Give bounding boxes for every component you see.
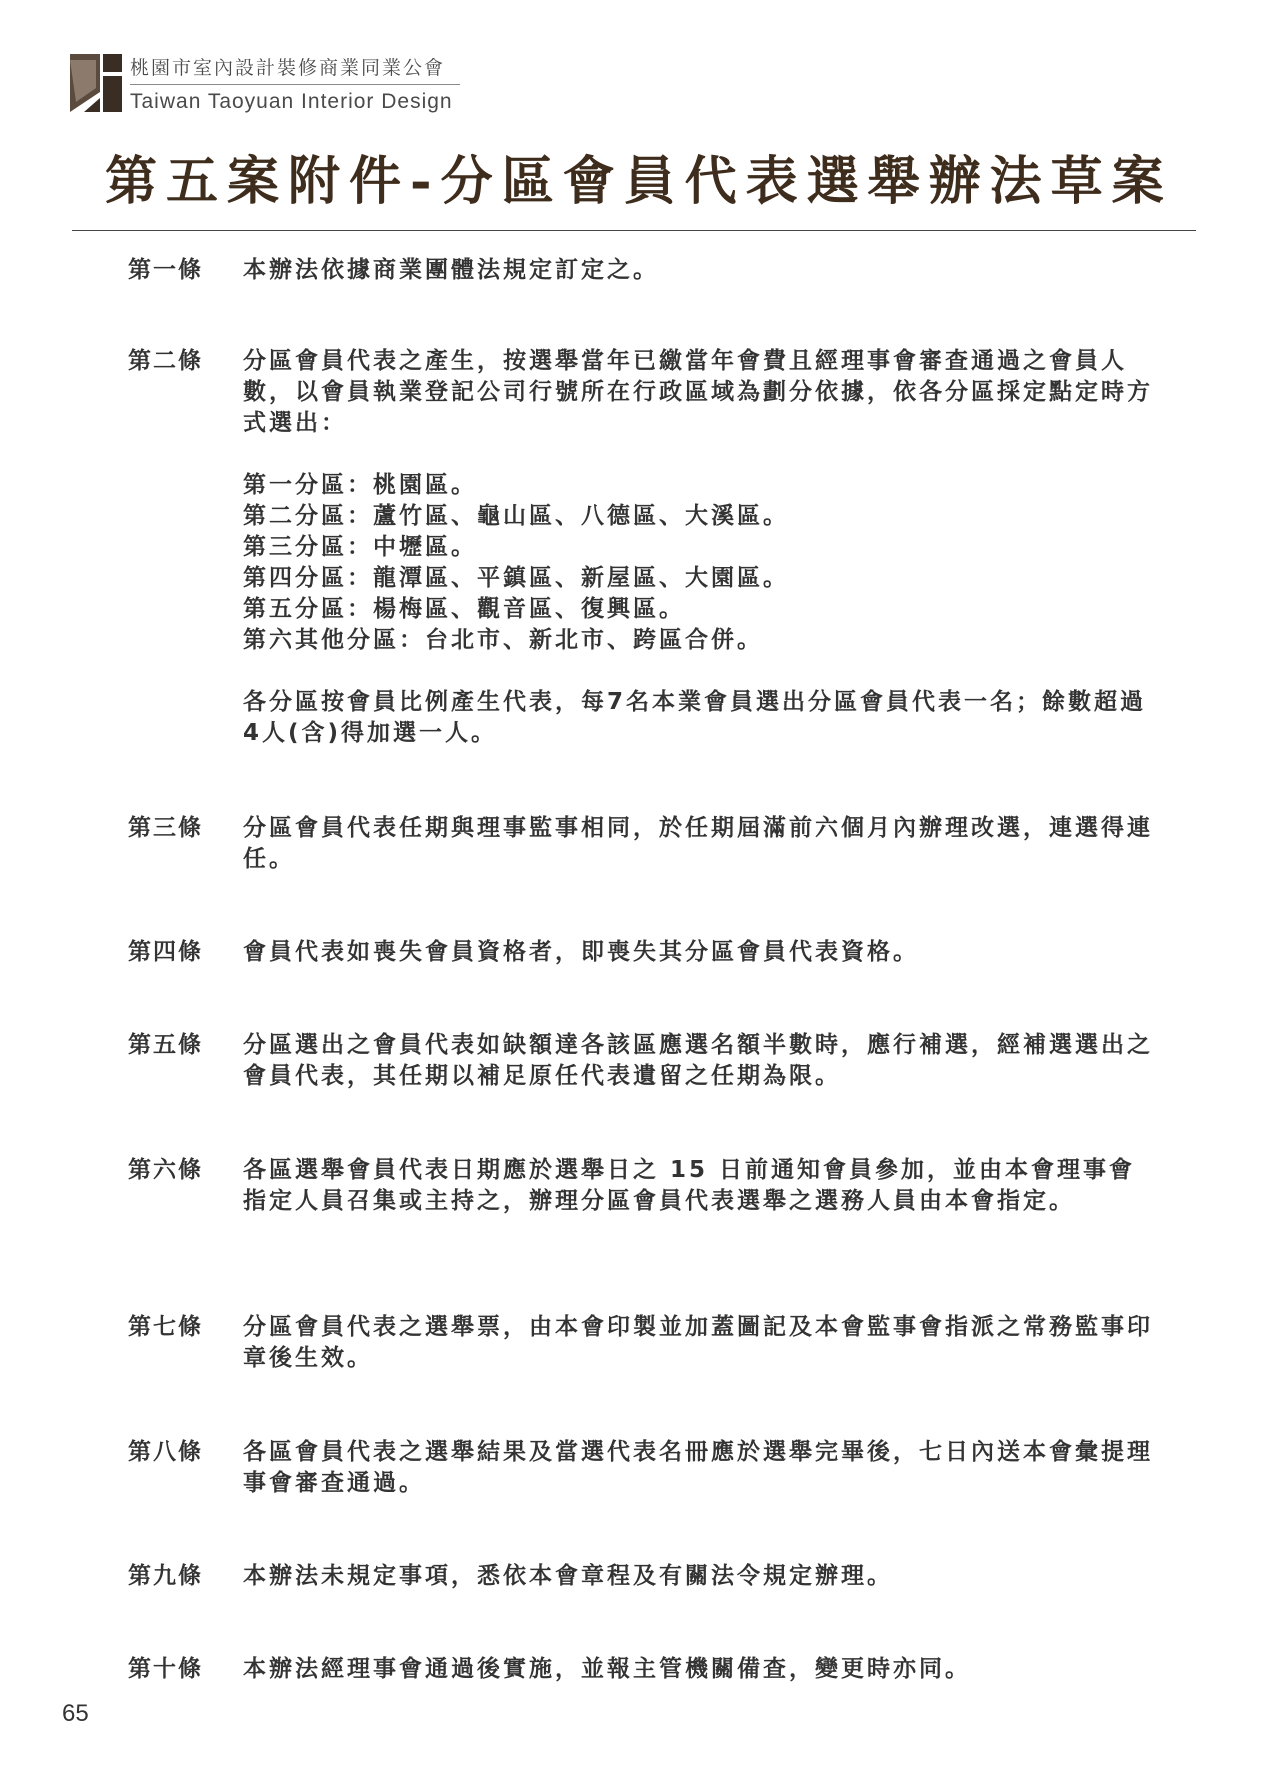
article-label: 第二條 <box>128 348 203 374</box>
article-label: 第六條 <box>128 1157 203 1183</box>
organization-header <box>130 56 460 115</box>
article-text: 分區選出之會員代表如缺額達各該區應選名額半數時，應行補選，經補選選出之會員代表，其任期以補足原任代表遺留之任期為限。 <box>243 1032 1153 1089</box>
article-text-2: 各分區按會員比例產生代表，每7名本業會員選出分區會員代表一名；餘數超過4人(含)得加選一人。 <box>243 689 1147 746</box>
article-label: 第一條 <box>128 257 203 283</box>
district-item: 第三分區：中壢區。 <box>243 534 477 560</box>
district-item: 第五分區：楊梅區、觀音區、復興區。 <box>243 596 685 622</box>
article-label: 第七條 <box>128 1314 203 1340</box>
article-body <box>243 255 1158 286</box>
district-item: 第一分區：桃園區。 <box>243 472 477 498</box>
title-divider <box>72 230 1196 231</box>
page-number: 65 <box>62 1700 89 1727</box>
article-body <box>243 1654 1158 1685</box>
article-label: 第九條 <box>128 1563 203 1589</box>
article-text: 分區會員代表之選舉票，由本會印製並加蓋圖記及本會監事會指派之常務監事印章後生效。 <box>243 1314 1153 1371</box>
article-body <box>243 346 1158 749</box>
tdi-logo-icon <box>70 54 122 112</box>
article-body <box>243 1437 1158 1499</box>
article-body <box>243 1312 1158 1374</box>
article-body <box>243 1030 1158 1092</box>
article-text: 各區選舉會員代表日期應於選舉日之 15 日前通知會員參加，並由本會理事會指定人員召集或主持之，辦理分區會員代表選舉之選務人員由本會指定。 <box>243 1157 1136 1214</box>
article-body <box>243 813 1158 875</box>
article-label: 第三條 <box>128 815 203 841</box>
article-text: 各區會員代表之選舉結果及當選代表名冊應於選舉完畢後，七日內送本會彙提理事會審查通過。 <box>243 1439 1153 1496</box>
article-body <box>243 1155 1158 1217</box>
article-label: 第八條 <box>128 1439 203 1465</box>
article-text: 本辦法依據商業團體法規定訂定之。 <box>243 257 659 283</box>
article-body <box>243 937 1158 968</box>
article-text: 分區會員代表之產生，按選舉當年已繳當年會費且經理事會審查通過之會員人數，以會員執業登記公司行號所在行政區域為劃分依據，依各分區採定點定時方式選出： <box>243 348 1153 436</box>
article-label: 第十條 <box>128 1656 203 1682</box>
document-title: 第五案附件-分區會員代表選舉辦法草案 <box>105 151 1173 212</box>
district-item: 第六其他分區：台北市、新北市、跨區合併。 <box>243 627 763 653</box>
article-text: 本辦法未規定事項，悉依本會章程及有關法令規定辦理。 <box>243 1563 893 1589</box>
district-list <box>243 470 1158 656</box>
article-label: 第四條 <box>128 939 203 965</box>
article-text: 分區會員代表任期與理事監事相同，於任期屆滿前六個月內辦理改選，連選得連任。 <box>243 815 1153 872</box>
header-divider <box>130 84 460 85</box>
article-text: 會員代表如喪失會員資格者，即喪失其分區會員代表資格。 <box>243 939 919 965</box>
district-item: 第二分區：蘆竹區、龜山區、八德區、大溪區。 <box>243 503 789 529</box>
article-body <box>243 1561 1158 1592</box>
organization-name-english: Taiwan Taoyuan Interior Design <box>130 90 453 113</box>
district-item: 第四分區：龍潭區、平鎮區、新屋區、大園區。 <box>243 565 789 591</box>
article-text: 本辦法經理事會通過後實施，並報主管機關備查，變更時亦同。 <box>243 1656 971 1682</box>
article-label: 第五條 <box>128 1032 203 1058</box>
organization-name-chinese: 桃園市室內設計裝修商業同業公會 <box>130 57 446 79</box>
